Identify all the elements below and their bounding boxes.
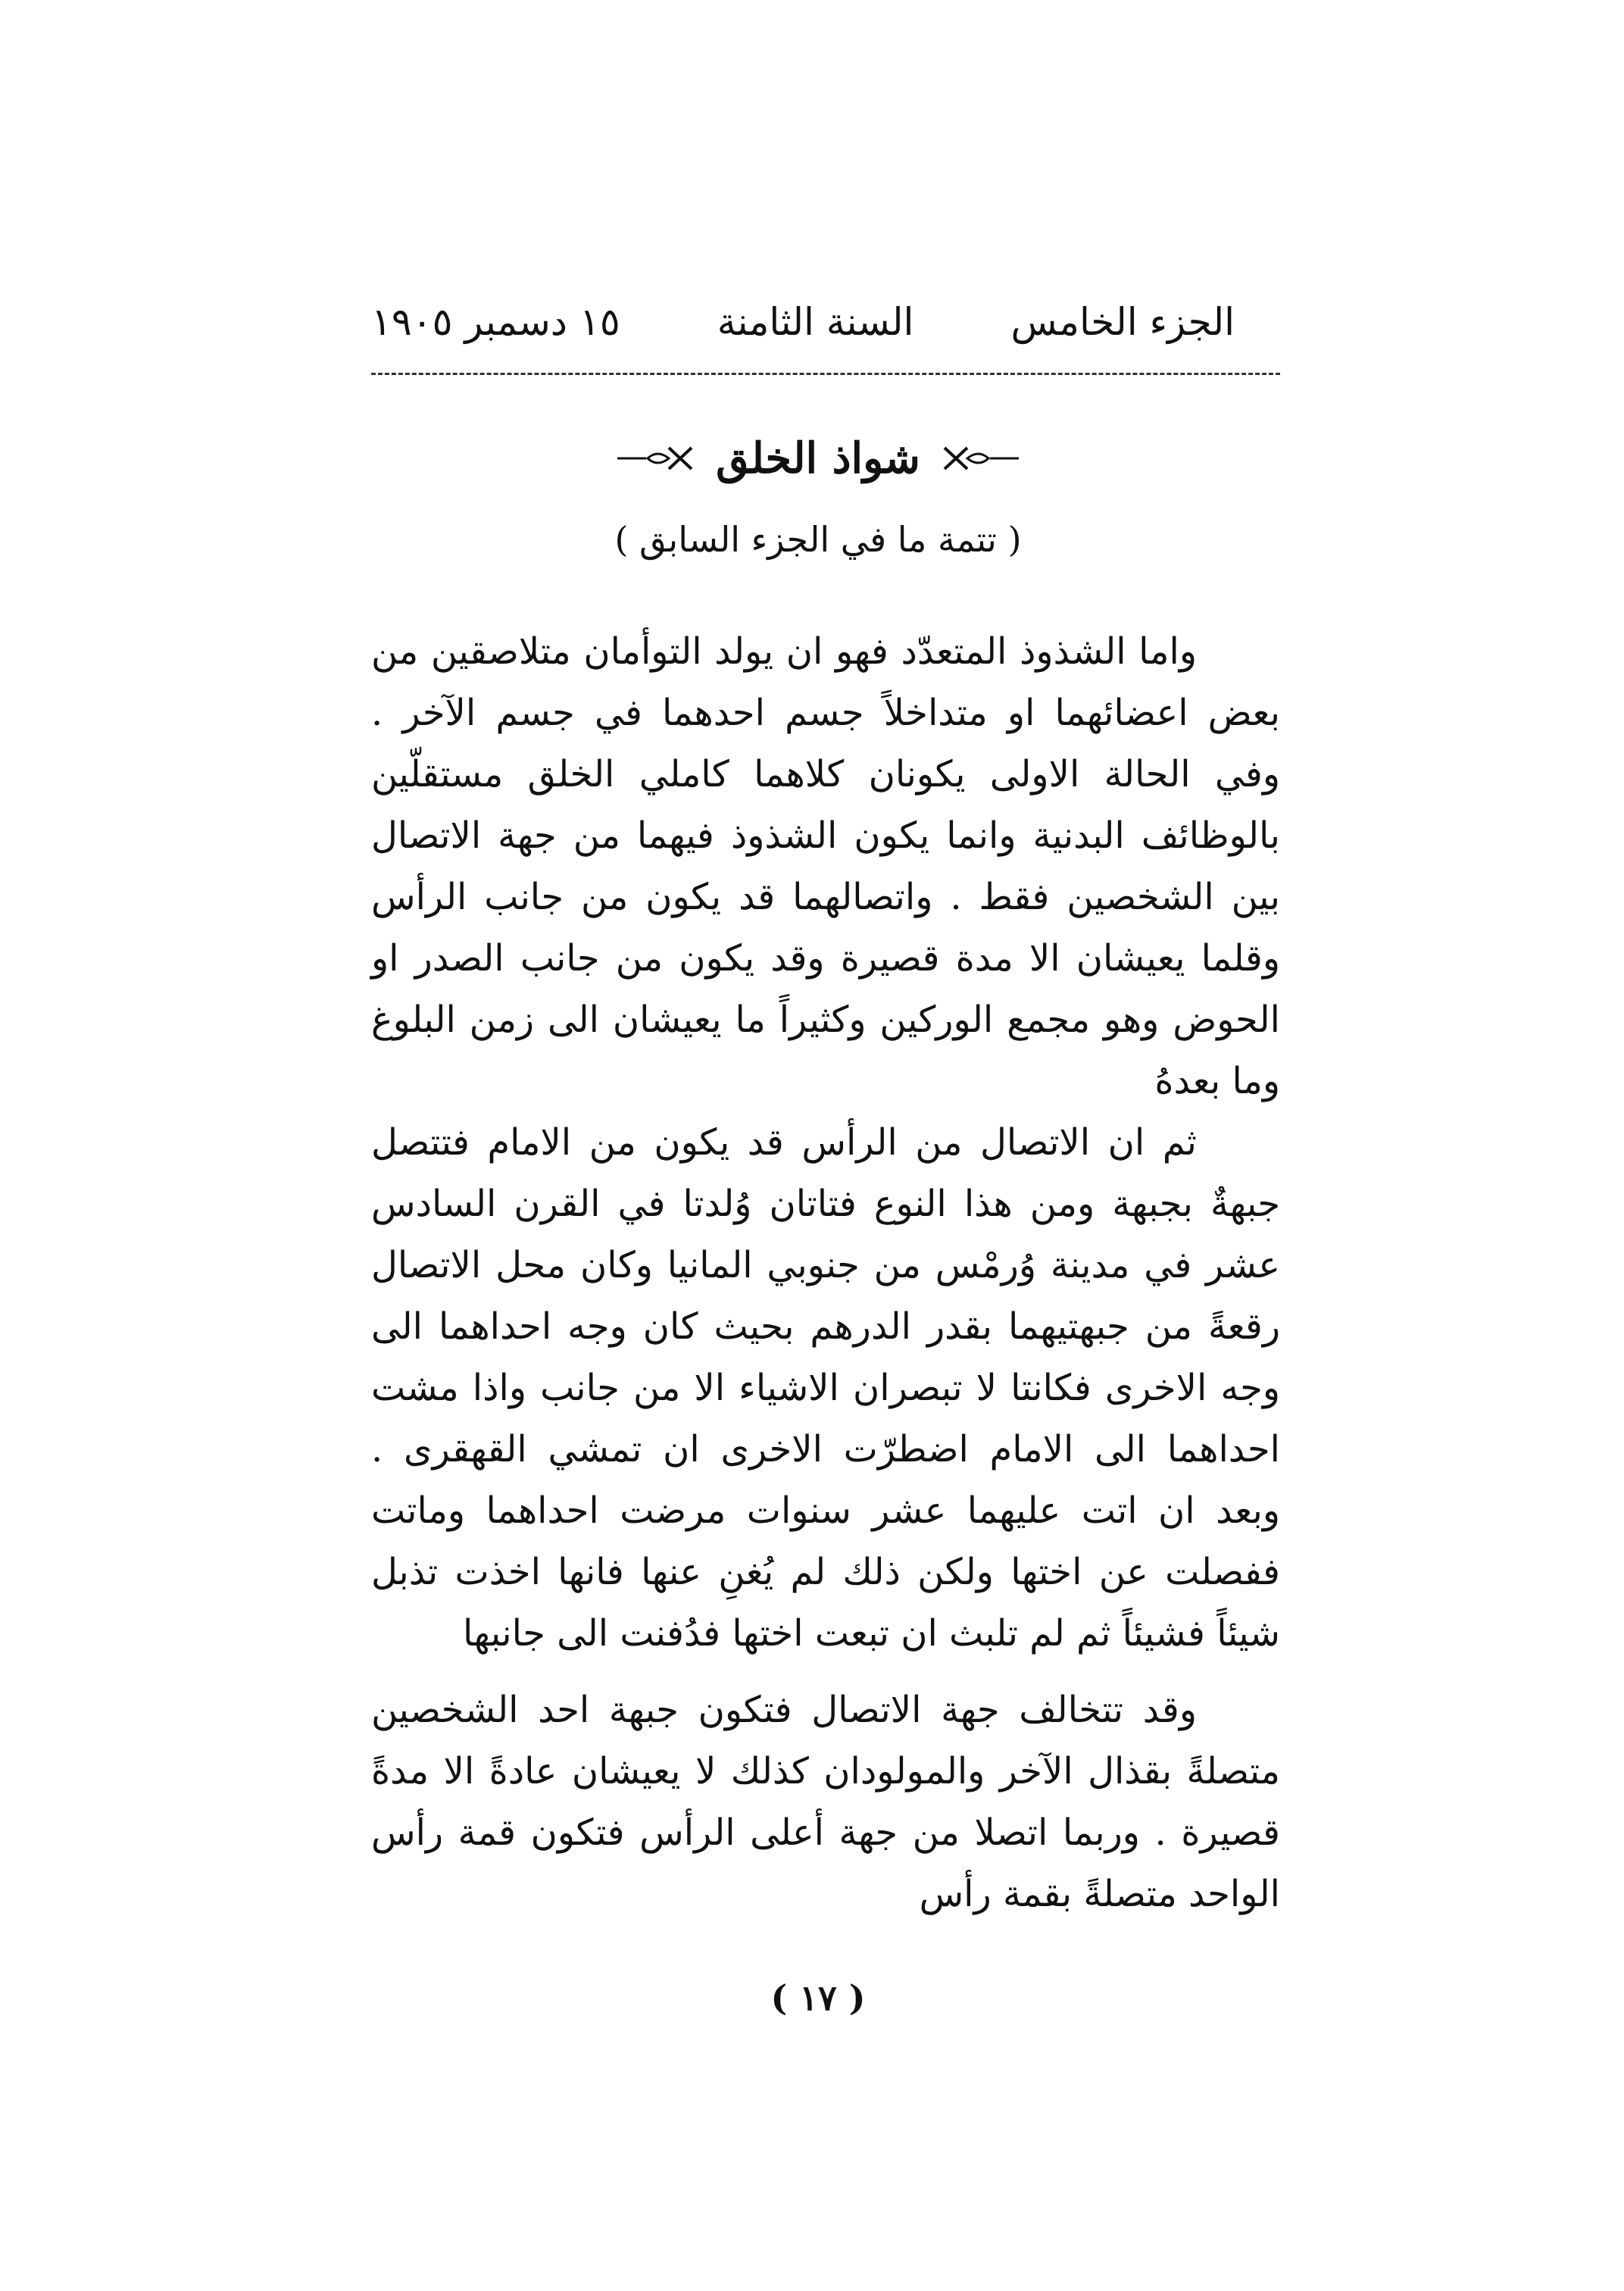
ornament-left-icon <box>616 443 699 474</box>
running-header <box>371 288 1235 356</box>
page-number: ( ١٧ ) <box>770 1977 866 2018</box>
header-part: الجزء الخامس <box>1010 300 1235 344</box>
ornament-right-icon <box>937 443 1020 474</box>
article-subtitle: ( تتمة ما في الجزء السابق ) <box>614 519 1022 560</box>
article-title: شواذ الخلق <box>716 433 920 483</box>
header-divider <box>371 373 1280 375</box>
paragraph: ثم ان الاتصال من الرأس قد يكون من الامام فتتصل جبهةٌ بجبهة ومن هذا النوع فتاتان وُلدتا في القرن السادس عشر في مدينة وُرمْس من جنوبي المانيا وكان محل الاتصال رقعةً من جبهتيهما بقدر الدرهم بحيث كان وجه احداهما الى وجه الاخرى فكانتا لا تبصران الاشياء الا من جانب واذا مشت احداهما الى الامام اضطرّت الاخرى ان تمشي القهقرى . وبعد ان اتت عليهما عشر سنوات مرضت احداهما وماتت ففصلت عن اختها ولكن ذلك لم يُغنِ عنها فانها اخذت تذبل شيئاً فشيئاً ثم لم تلبث ان تبعت اختها فدُفنت الى جانبها <box>371 1121 1281 1655</box>
article-title-row <box>530 424 1106 492</box>
paragraph: وقد تتخالف جهة الاتصال فتكون جبهة احد الشخصين متصلةً بقذال الآخر والمولودان كذلك لا يعيشان عادةً الا مدةً قصيرة . وربما اتصلا من جهة أعلى الرأس فتكون قمة رأس الواحد متصلةً بقمة رأس <box>371 1689 1280 1915</box>
article-body <box>371 621 1280 1925</box>
paragraph: واما الشذوذ المتعدّد فهو ان يولد التوأمان متلاصقين من بعض اعضائهما او متداخلاً جسم احدهما في جسم الآخر . وفي الحالة الاولى يكونان كلاهما كاملي الخلق مستقلّين بالوظائف البدنية وانما يكون الشذوذ فيهما من جهة الاتصال بين الشخصين فقط . واتصالهما قد يكون من جانب الرأس وقلما يعيشان الا مدة قصيرة وقد يكون من جانب الصدر او الحوض وهو مجمع الوركين وكثيراً ما يعيشان الى زمن البلوغ وما بعدهُ <box>371 630 1280 1102</box>
header-date: ١٥ دسمبر ١٩٠٥ <box>371 300 620 344</box>
header-year: السنة الثامنة <box>717 300 914 344</box>
